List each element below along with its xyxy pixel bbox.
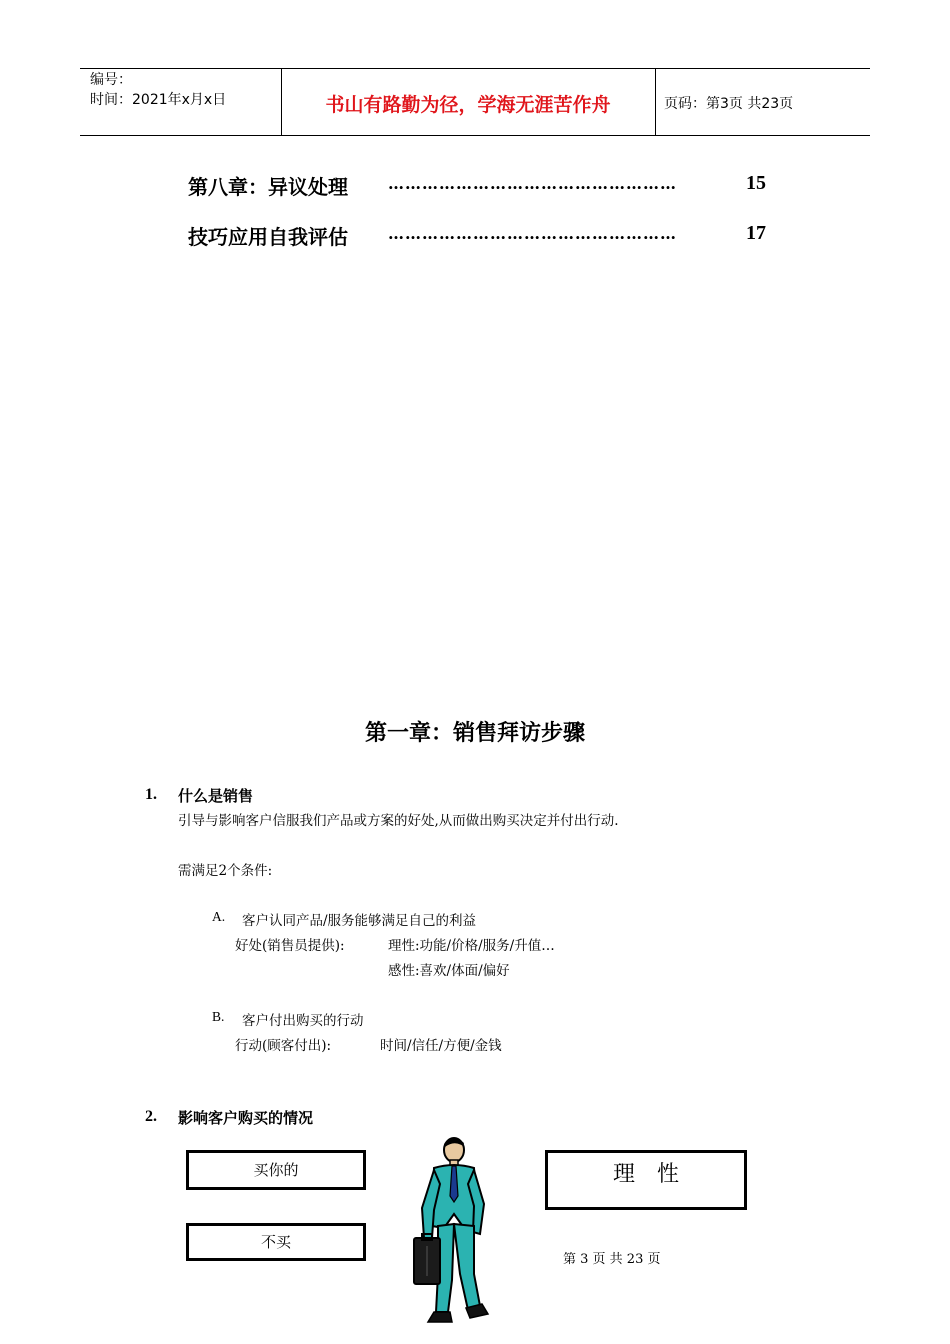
- section-1-conditions-intro: 需满足2个条件:: [178, 863, 273, 879]
- toc-entry-1-page: 15: [746, 172, 766, 194]
- page-footer: 第 3 页 共 23 页: [563, 1252, 661, 1267]
- condition-a-rational: 理性:功能/价格/服务/升值…: [388, 938, 555, 954]
- businessman-with-briefcase-icon: [408, 1134, 508, 1334]
- condition-b-action-label: 行动(顾客付出):: [235, 1038, 332, 1054]
- box-rational-label: 理 性: [612, 1162, 679, 1187]
- condition-b-text: 客户付出购买的行动: [242, 1013, 364, 1029]
- box-buy-yours: [186, 1150, 366, 1190]
- chapter-title: 第一章：销售拜访步骤: [364, 721, 585, 746]
- condition-a-benefit-label: 好处(销售员提供):: [235, 938, 345, 954]
- header-number-label: 编号：: [90, 72, 132, 88]
- section-2-number: 2.: [145, 1108, 157, 1125]
- header-divider-2: [655, 68, 656, 136]
- section-1-title: 什么是销售: [178, 787, 254, 805]
- header-bottom-rule: [80, 135, 870, 136]
- header-top-rule: [80, 68, 870, 69]
- toc-entry-2-title: 技巧应用自我评估: [188, 225, 348, 249]
- condition-a-letter: A.: [212, 909, 226, 924]
- section-1-definition: 引导与影响客户信服我们产品或方案的好处,从而做出购买决定并付出行动.: [178, 813, 619, 829]
- header-left-cell: [90, 70, 226, 110]
- condition-a-text: 客户认同产品/服务能够满足自己的利益: [242, 913, 477, 929]
- condition-b-action-value: 时间/信任/方便/金钱: [380, 1038, 502, 1054]
- toc-entry-2-page: 17: [746, 222, 766, 244]
- box-not-buy: [186, 1223, 366, 1261]
- toc-entry-1-title: 第八章：异议处理: [188, 175, 348, 199]
- box-not-buy-label: 不买: [260, 1233, 291, 1251]
- box-buy-yours-label: 买你的: [253, 1161, 299, 1179]
- section-2-title: 影响客户购买的情况: [178, 1109, 314, 1127]
- toc-entry-2-dots: ……………………………………………: [388, 224, 677, 243]
- header-motto: 书山有路勤为径，学海无涯苦作舟: [325, 94, 611, 116]
- condition-b-letter: B.: [212, 1009, 225, 1024]
- section-1-number: 1.: [145, 786, 157, 803]
- toc-entry-1-dots: ……………………………………………: [388, 174, 677, 193]
- box-rational: [545, 1150, 747, 1210]
- condition-a-emotional: 感性:喜欢/体面/偏好: [388, 963, 510, 979]
- header-time-label: 时间：2021年x月x日: [90, 92, 227, 108]
- header-page-label: 页码：第3页 共23页: [664, 96, 794, 112]
